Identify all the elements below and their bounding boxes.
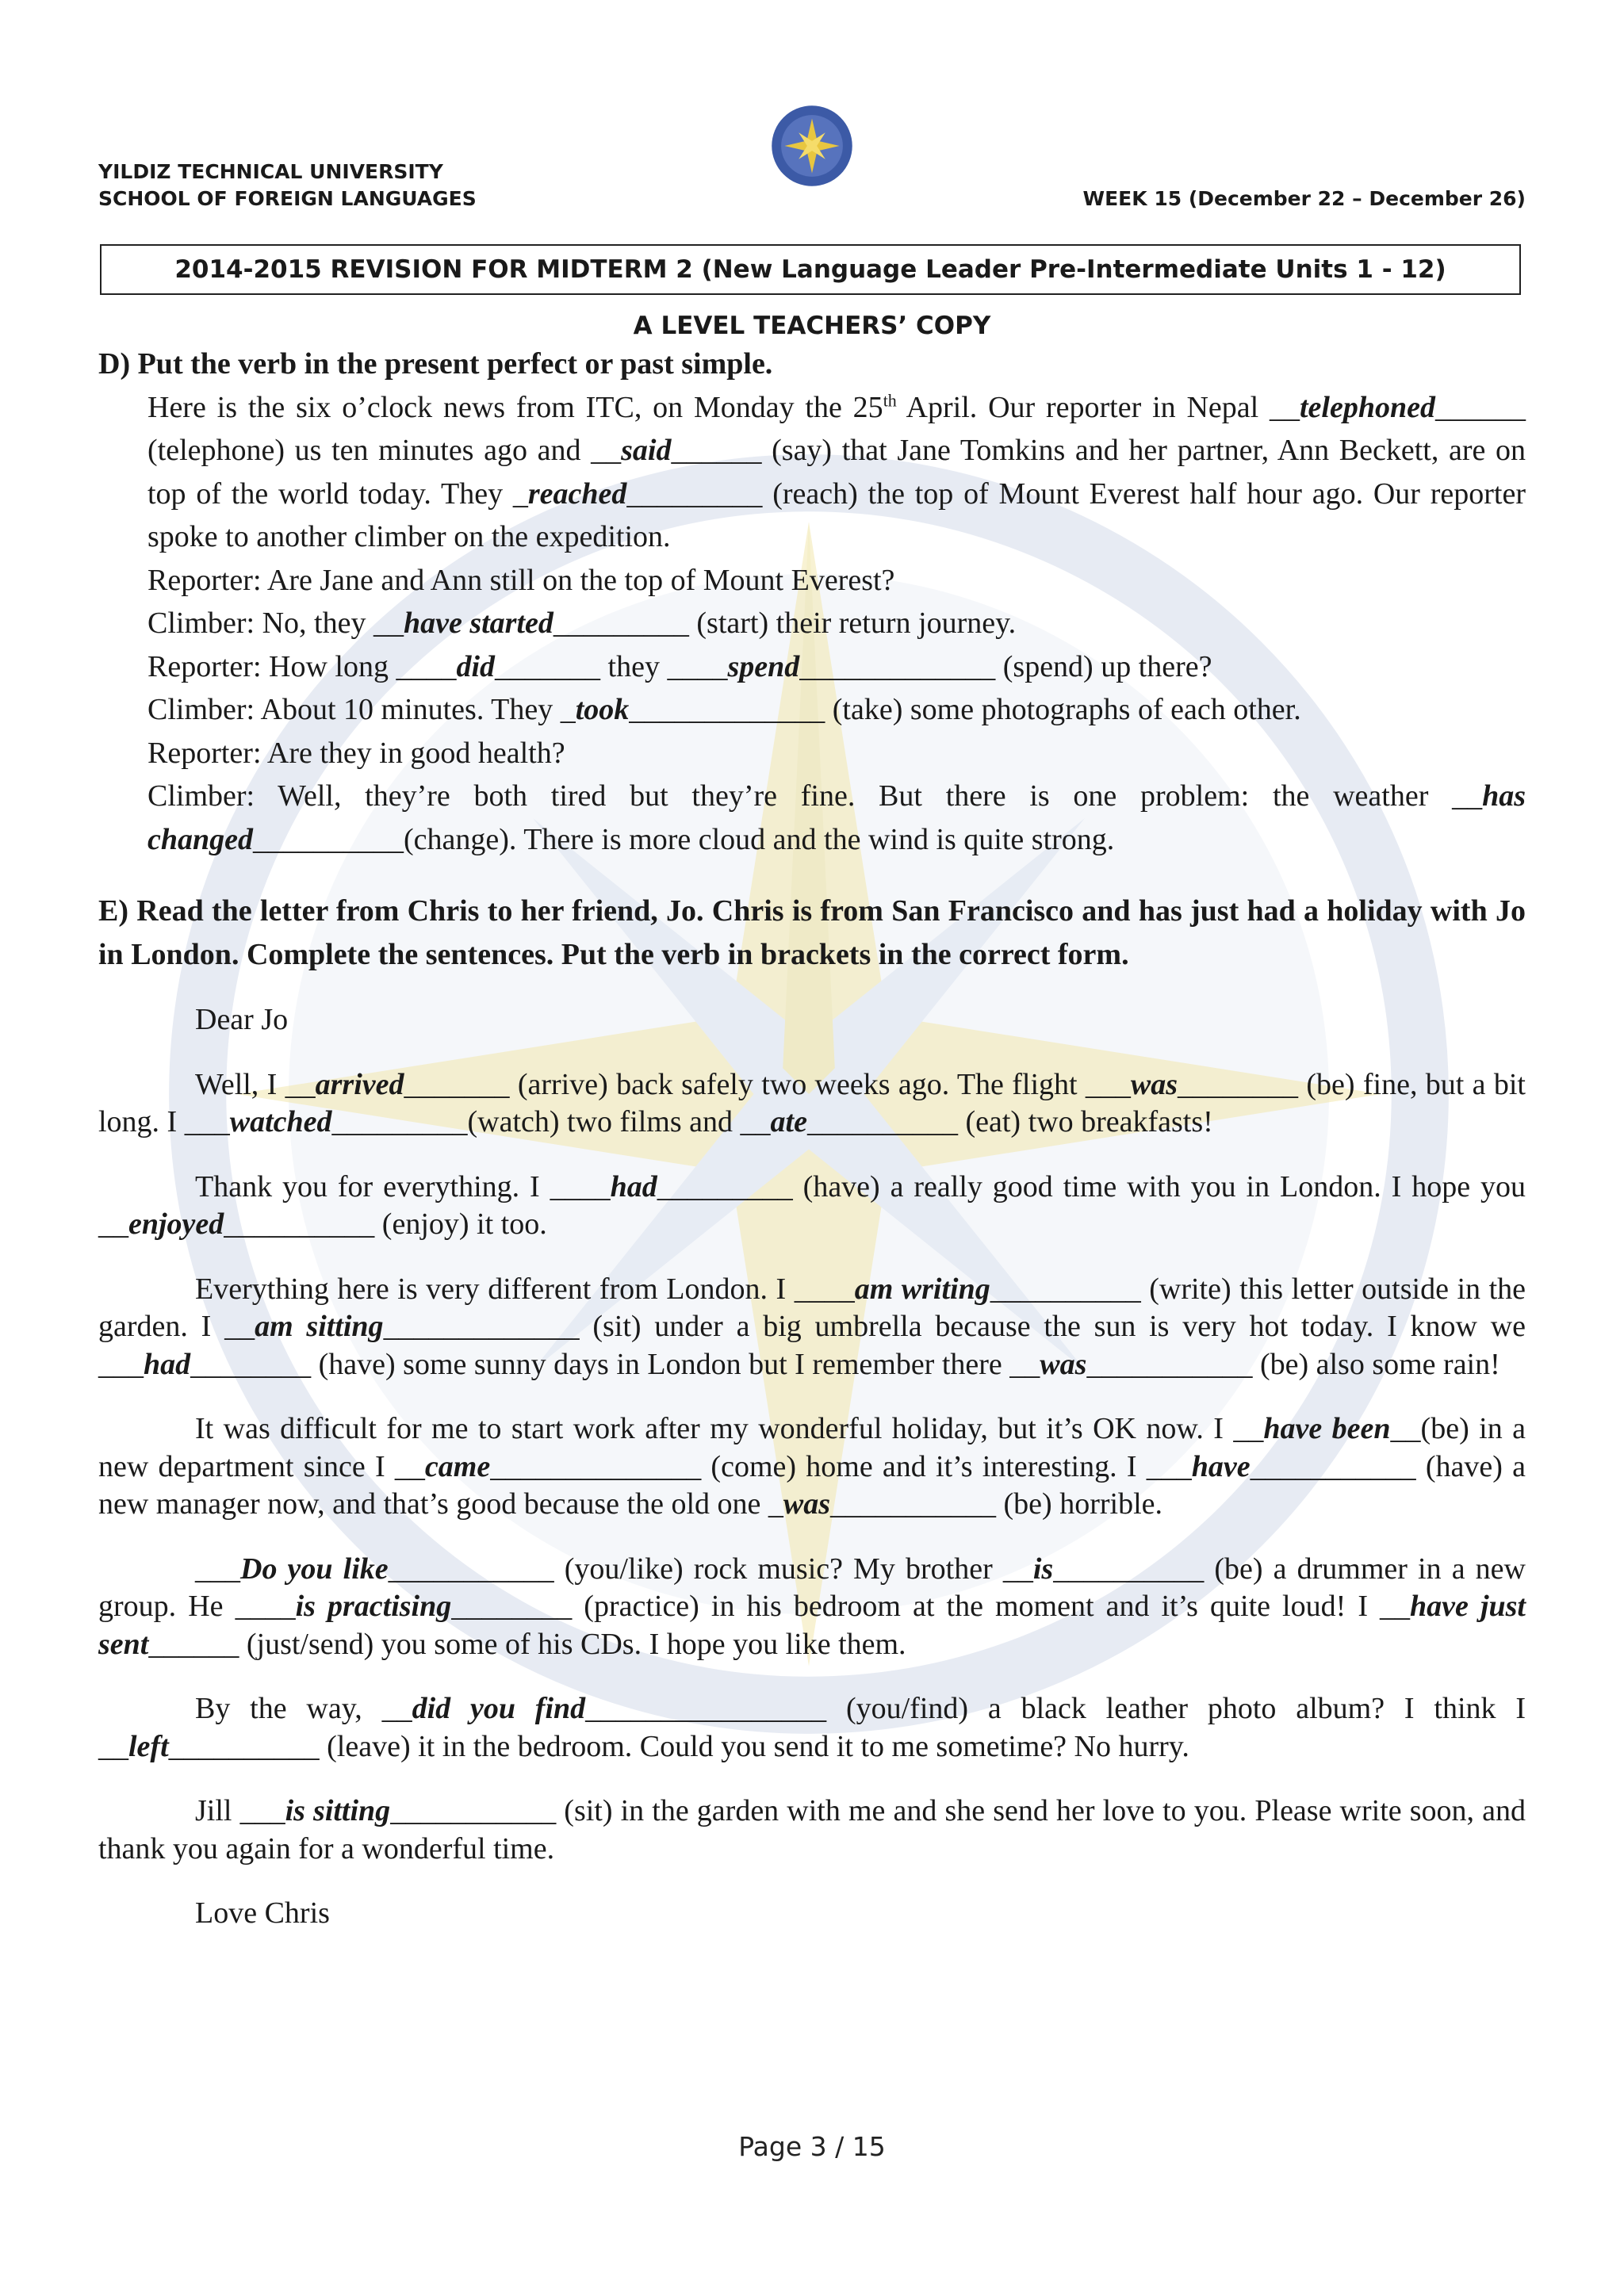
text: Everything here is very different from London. I [195,1272,795,1306]
text: Climber: Well, they’re both tired but they’re fine. But there is one problem: the weather [147,779,1453,813]
text: Reporter: How long [147,649,396,683]
section-e-heading: E) Read the letter from Chris to her friend, Jo. Chris is from San Francisco and has just had a holiday with Jo in London. Complete the sentences. Put the verb in brackets in the correct form. [98,894,1526,971]
text: (you/find) a black leather photo album? I think I [826,1692,1526,1725]
answer: have just sent [98,1590,1526,1661]
answer: had [610,1169,657,1203]
text: Thank you for everything. I [195,1169,550,1203]
letter [98,1001,1526,1933]
answer: left [128,1729,169,1763]
text: (sit) in the garden with me and she send her love to you. Please write soon, and thank you again for a wonderful time. [98,1794,1526,1866]
answer: is [1032,1552,1054,1586]
text: (be) in a new department since I [98,1412,1526,1483]
text: (be) fine, but a bit long. I [98,1067,1526,1138]
letter-paragraph: ___Do you like___________ (you/like) rock music? My brother __is__________ (be) a drummer in a new group. He ____is practising________ (practice) in his bedroom at the moment and it’s quite loud! I __have just sent______ (just/send) you some of his CDs. I hope you like them. [98,1552,1526,1661]
dialogue-line: Reporter: Are Jane and Ann still on the top of Mount Everest? [147,563,895,597]
dialogue-line: Climber: About 10 minutes. They _took_____________ (take) some photographs of each other. [147,693,1301,726]
text: (enjoy) it too. [374,1207,547,1241]
answer: did you find [412,1692,586,1725]
answer: is sitting [285,1794,391,1827]
answer: took [575,693,630,726]
text: By the way, [195,1692,382,1725]
letter-greeting: Dear Jo [195,1003,289,1036]
text: Jill [195,1794,240,1827]
section-d-heading: D) Put the verb in the present perfect or past simple. [98,347,773,381]
text: they [600,649,668,683]
week-label: WEEK 15 (December 22 – December 26) [1082,187,1526,210]
answer: did [456,649,496,683]
answer: am writing [854,1272,990,1306]
text: It was difficult for me to start work after my wonderful holiday, but it’s OK now. I [195,1412,1234,1445]
text: (have) a really good time with you in London. I hope you [792,1169,1526,1203]
dialogue-line: Reporter: How long ____did_______ they ____spend_____________ (spend) up there? [147,649,1212,683]
answer: was [1040,1347,1087,1381]
university-name: YILDIZ TECHNICAL UNIVERSITY [98,160,443,183]
answer: was [1130,1067,1178,1101]
dialogue-line: Climber: No, they __have started_________ (start) their return journey. [147,607,1017,640]
text: (eat) two breakfasts! [957,1105,1213,1138]
text: (arrive) back safely two weeks ago. The flight [509,1067,1086,1101]
text: Climber: About 10 minutes. They [147,693,561,726]
answer: am sitting [255,1310,384,1343]
text: (change). There is more cloud and the wind is quite strong. [404,822,1115,856]
answer: has changed [147,779,1526,856]
answer: enjoyed [128,1207,224,1241]
answer: reached [527,476,627,511]
main-content [98,342,1526,1933]
text: (practice) in his bedroom at the moment and it’s quite loud! I [572,1590,1381,1623]
text: (spend) up there? [995,649,1212,683]
text: Here is the six o’clock news from ITC, on Monday the 25 [147,390,883,424]
university-logo [769,103,855,189]
answer: have been [1263,1412,1391,1445]
text: Well, I [195,1067,285,1101]
answer: is practising [295,1590,452,1623]
text: (sit) under a big umbrella because the sun is very hot today. I know we [579,1310,1526,1343]
text: (you/like) rock music? My brother [553,1552,1003,1586]
answer: ate [770,1105,807,1138]
dialogue-line: Reporter: Are they in good health? [147,736,565,770]
text: (telephone) us ten minutes ago and [147,434,592,467]
school-name: SCHOOL OF FOREIGN LANGUAGES [98,187,477,210]
text: (take) some photographs of each other. [825,693,1301,726]
letter-signoff: Love Chris [195,1896,330,1930]
text: (be) a drummer in a new group. He [98,1552,1526,1623]
dialogue-line: Climber: Well, they’re both tired but they’re fine. But there is one problem: the weather __has changed__________(change). There is more cloud and the wind is quite strong. [147,779,1526,856]
text: (write) this letter outside in the garden. I [98,1272,1526,1343]
text: (reach) the top of Mount Everest half hour ago. Our reporter spoke to another climber on the expedition. [147,476,1526,553]
letter-paragraph: By the way, __did you find________________ (you/find) a black leather photo album? I think I __left__________ (leave) it in the bedroom. Could you send it to me sometime? No hurry. [98,1692,1526,1763]
answer: had [144,1347,191,1381]
superscript: th [883,389,897,410]
text: (be) horrible. [996,1487,1162,1521]
letter-paragraph: It was difficult for me to start work after my wonderful holiday, but it’s OK now. I __have been__(be) in a new department since I __came______________ (come) home and it’s interesting. I ___have___________ (have) a new manager now, and that’s good because the old one _was___________ (be) horrible. [98,1412,1526,1521]
text: (have) a new manager now, and that’s good because the old one [98,1449,1526,1521]
text: (say) that Jane Tomkins and her partner, Ann Beckett, are on top of the world today. They [147,434,1526,511]
section-d-body [98,386,1526,862]
document-subtitle: A LEVEL TEACHERS’ COPY [633,312,991,340]
answer: Do you like [240,1552,389,1586]
page-number: Page 3 / 15 [738,2131,886,2162]
letter-paragraph: Jill ___is sitting___________ (sit) in the garden with me and she send her love to you. Please write soon, and thank you again for a wonderful time. [98,1794,1526,1866]
text: (just/send) you some of his CDs. I hope you like them. [239,1627,906,1661]
text: (be) also some rain! [1252,1347,1500,1381]
text: (leave) it in the bedroom. Could you send it to me sometime? No hurry. [319,1729,1189,1763]
answer: spend [727,649,800,683]
answer: have [1191,1449,1251,1483]
text: (have) some sunny days in London but I remember there [311,1347,1010,1381]
text: April. Our reporter in Nepal [896,390,1270,424]
institution-header [98,159,477,212]
letter-paragraph: Well, I __arrived_______ (arrive) back safely two weeks ago. The flight ___was________ (be) fine, but a bit long. I ___watched_________(watch) two films and __ate__________ (eat) two breakfasts! [98,1067,1526,1138]
letter-paragraph: Thank you for everything. I ____had_________ (have) a really good time with you in London. I hope you __enjoyed__________ (enjoy) it too. [98,1169,1526,1241]
answer: arrived [315,1067,404,1101]
answer: telephoned [1300,390,1435,424]
answer: came [424,1449,491,1483]
letter-paragraph: Everything here is very different from London. I ____am writing__________ (write) this letter outside in the garden. I __am sitting_____________ (sit) under a big umbrella because the sun is very hot today. I know we ___had________ (have) some sunny days in London but I remember there __was___________ (be) also some rain! [98,1272,1526,1381]
text: (come) home and it’s interesting. I [701,1449,1147,1483]
answer: have started [403,607,553,640]
text: (watch) two films and [467,1105,741,1138]
text: (start) their return journey. [688,607,1017,640]
answer: said [621,434,672,467]
text: Climber: No, they [147,607,373,640]
answer: watched [229,1105,332,1138]
document-title: 2014-2015 REVISION FOR MIDTERM 2 (New Language Leader Pre-Intermediate Units 1 - 12) [100,244,1521,295]
answer: was [783,1487,831,1521]
news-paragraph: Here is the six o’clock news from ITC, on Monday the 25th April. Our reporter in Nepal __telephoned______ (telephone) us ten minutes ago and __said______ (say) that Jane Tomkins and her partner, Ann Beckett, are on top of the world today. They _reached_________ (reach) the top of Mount Everest half hour ago. Our reporter spoke to another climber on the expedition. [147,389,1526,553]
